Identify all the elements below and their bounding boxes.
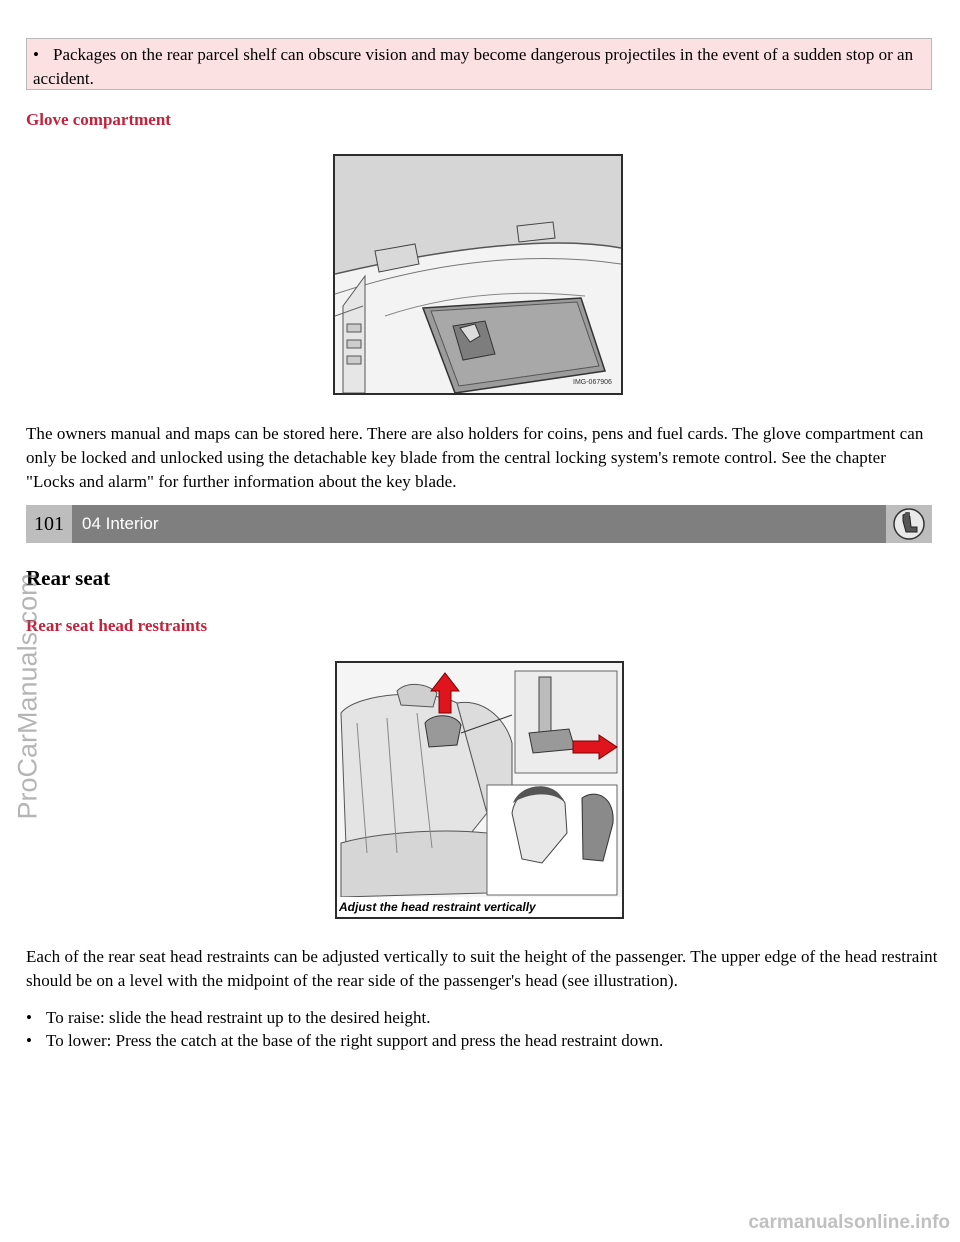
page-title: Rear seat [26,566,111,590]
page-number: 101 [26,505,72,543]
head-restraint-illustration [335,661,624,919]
seat-icon [886,505,932,543]
glove-compartment-illustration [333,154,623,395]
list-item-raise: • To raise: slide the head restraint up to the desired height. [26,1006,663,1029]
list-item-lower: • To lower: Press the catch at the base of the right support and press the head restraint down. [26,1029,663,1052]
rear-seat-head-restraints-heading: Rear seat head restraints [26,616,208,635]
image-code: IMG-067906 [573,379,612,386]
glove-compartment-drawing [335,156,621,393]
glove-compartment-heading: Glove compartment [26,110,171,129]
rear-seat-body: Each of the rear seat head restraints can be adjusted vertically to suit the height of the passenger. The upper edge of the head restraint should be on a level with the midpoint of the rear side of the passenger's head (see illustration). [26,947,938,990]
figure-caption: Adjust the head restraint vertically [337,897,622,917]
head-restraint-drawing [337,663,622,897]
watermark-procarmanuals: ProCarManuals.com [12,573,43,820]
warning-box [26,38,932,90]
section-title: 04 Interior [82,514,159,533]
instructions-list [26,1006,663,1052]
section-bar [26,505,932,543]
glove-compartment-body: The owners manual and maps can be stored here. There are also holders for coins, pens and fuel cards. The glove compartment can only be locked and unlocked using the detachable key blade from the central locking system's remote control. See the chapter "Locks and alarm" for further information about the key blade. [26,424,924,491]
watermark-carmanualsonline: carmanualsonline.info [748,1212,950,1233]
bullet-marker: • [33,45,39,64]
warning-text: Packages on the rear parcel shelf can obscure vision and may become dangerous projectiles in the event of a sudden stop or an accident. [33,45,914,88]
